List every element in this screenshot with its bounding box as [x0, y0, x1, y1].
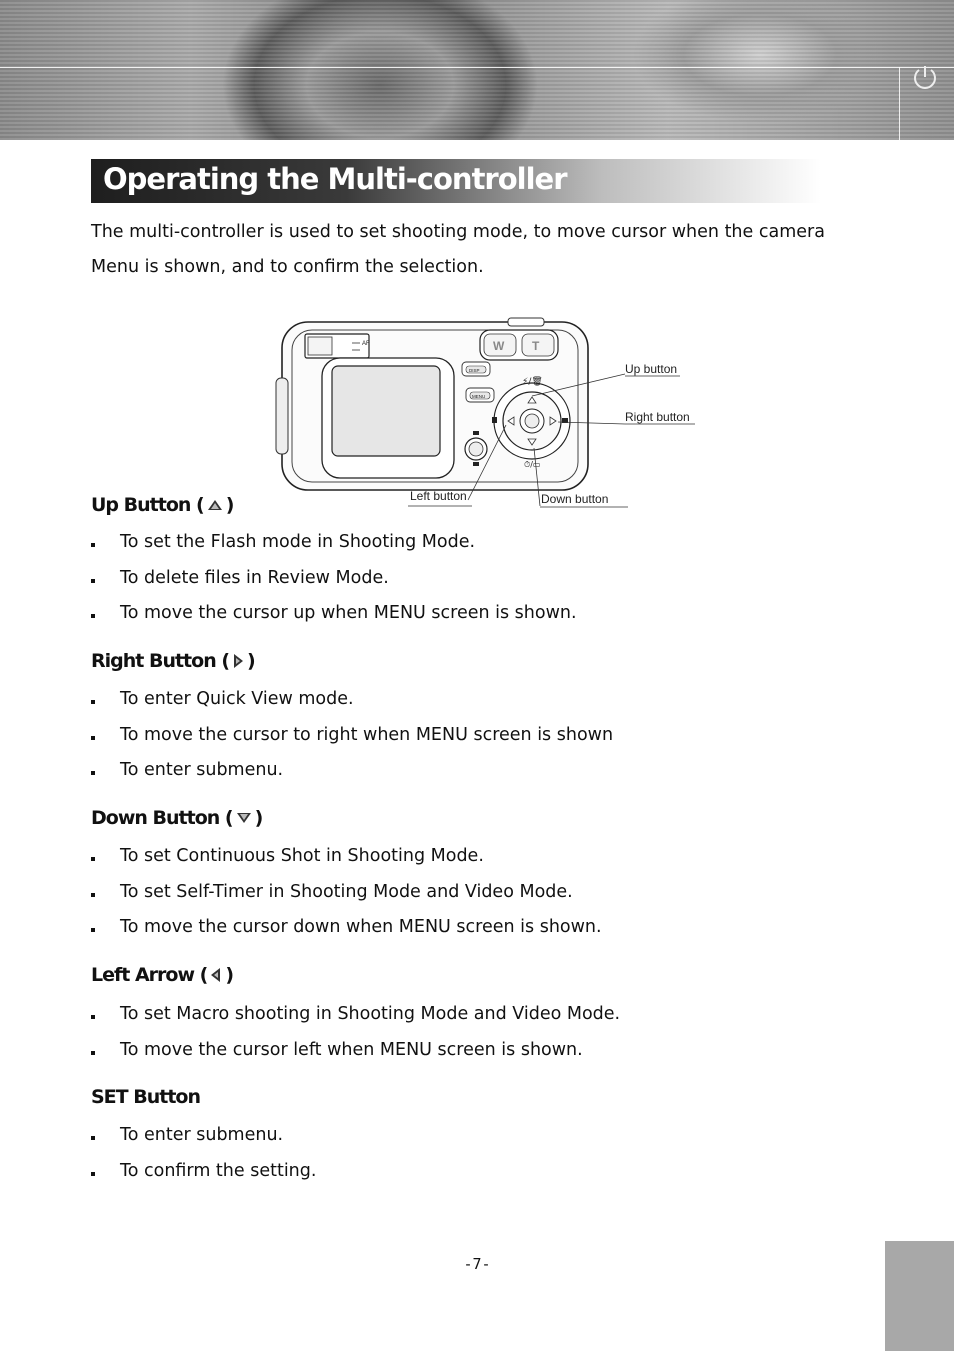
down-button-list [91, 839, 891, 946]
intro-paragraph: The multi-controller is used to set shooting mode, to move cursor when the camera Menu is shown, and to confirm the selection. [91, 222, 825, 277]
list-item: To confirm the setting. [91, 1154, 891, 1190]
list-item: To set Macro shooting in Shooting Mode and Video Mode. [91, 997, 891, 1033]
list-item: To move the cursor down when MENU screen is shown. [91, 910, 891, 946]
section-heading-left: Left Arrow ( ) [91, 964, 233, 986]
page-number: -7- [463, 1255, 491, 1273]
zoom-wide-label: W [493, 339, 505, 353]
up-button-list [91, 525, 891, 632]
page-title: Operating the Multi-controller [103, 162, 567, 196]
right-triangle-icon [231, 652, 245, 670]
list-item: To move the cursor left when MENU screen is shown. [91, 1033, 891, 1069]
section-heading-up: Up Button ( ) [91, 494, 234, 516]
section-heading-right: Right Button ( ) [91, 650, 255, 672]
list-item: To delete files in Review Mode. [91, 561, 891, 597]
callout-left-button: Left button [410, 489, 467, 503]
left-triangle-icon [209, 966, 223, 984]
svg-text:⏱/▭: ⏱/▭ [524, 460, 541, 469]
callout-down-button: Down button [541, 492, 609, 506]
list-item: To enter submenu. [91, 753, 891, 789]
list-item: To set Continuous Shot in Shooting Mode. [91, 839, 891, 875]
disp-button-label: DISP [469, 368, 480, 373]
callout-right-button: Right button [625, 410, 690, 424]
banner-divider [899, 67, 900, 140]
power-icon [910, 62, 940, 92]
section-heading-down: Down Button ( ) [91, 807, 263, 829]
header-banner [0, 0, 954, 140]
down-triangle-icon [235, 811, 253, 825]
list-item: To set the Flash mode in Shooting Mode. [91, 525, 891, 561]
callout-up-button: Up button [625, 362, 678, 376]
right-button-list [91, 682, 891, 789]
list-item: To enter Quick View mode. [91, 682, 891, 718]
list-item: To enter submenu. [91, 1118, 891, 1154]
menu-button-label: MENU [472, 394, 486, 399]
list-item: To move the cursor up when MENU screen is shown. [91, 596, 891, 632]
banner-rule [0, 67, 954, 68]
section-heading-set: SET Button [91, 1086, 200, 1108]
af-indicator: AF [362, 341, 370, 347]
svg-text:⚡/🗑: ⚡/🗑 [522, 377, 543, 387]
up-triangle-icon [206, 498, 224, 512]
left-arrow-list [91, 997, 891, 1068]
camera-back-illustration [270, 300, 710, 515]
side-tab [885, 1241, 954, 1351]
zoom-tele-label: T [532, 339, 540, 353]
camera-diagram [270, 300, 710, 515]
set-button-list [91, 1118, 891, 1189]
list-item: To set Self-Timer in Shooting Mode and Video Mode. [91, 875, 891, 911]
list-item: To move the cursor to right when MENU screen is shown [91, 718, 891, 754]
title-bar [91, 159, 821, 203]
